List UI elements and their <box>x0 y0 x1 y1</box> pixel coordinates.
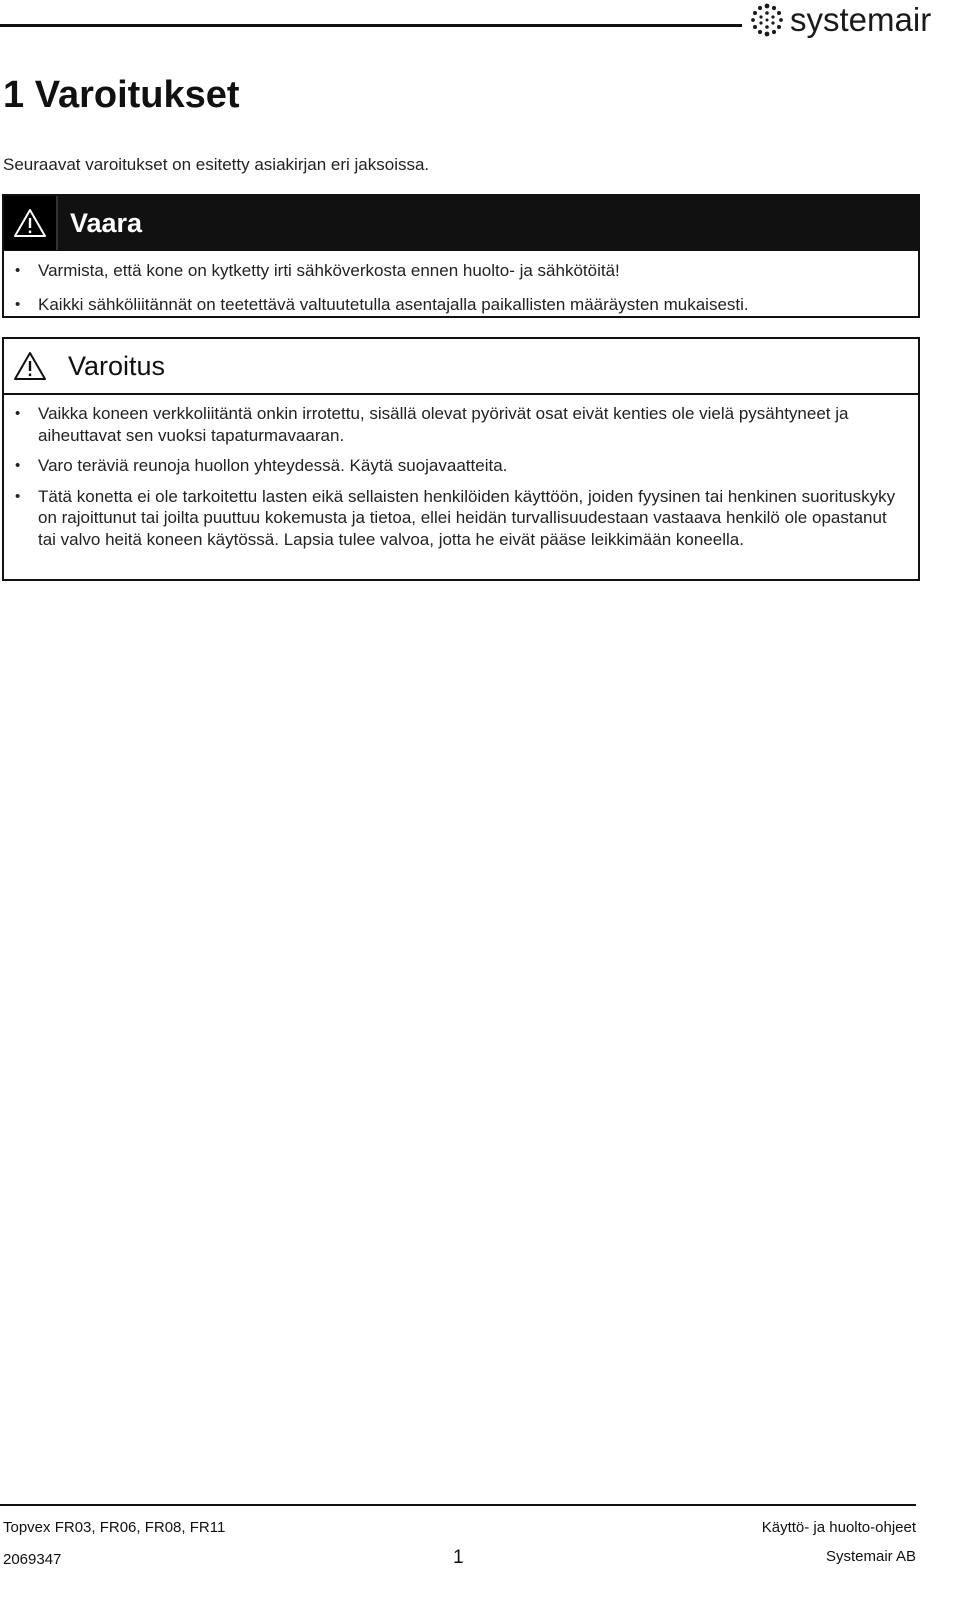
footer-manual-title: Käyttö- ja huolto-ohjeet <box>761 1519 916 1536</box>
footer-company: Systemair AB <box>825 1548 916 1565</box>
warning-header <box>4 339 918 395</box>
page-title: 1 Varoitukset <box>3 74 240 116</box>
footer-rule <box>0 1504 916 1506</box>
footer-product: Topvex FR03, FR06, FR08, FR11 <box>3 1519 226 1536</box>
logo-wordmark: systemair <box>790 1 932 38</box>
warning-triangle-icon <box>13 208 47 238</box>
warning-icon-cell <box>4 339 56 393</box>
danger-list <box>4 251 918 315</box>
warning-title: Varoitus <box>68 350 166 381</box>
footer-doc-number: 2069347 <box>3 1551 62 1568</box>
danger-header <box>4 196 918 251</box>
danger-box <box>2 194 920 318</box>
logo-dots-icon <box>748 1 786 39</box>
systemair-logo <box>748 0 931 42</box>
page-number: 1 <box>453 1547 464 1568</box>
header-rule <box>0 24 742 27</box>
list-item: • Kaikki sähköliitännät on teetettävä valtuutetulla asentajalla paikallisten määräysten mukaisesti. <box>4 294 918 316</box>
warning-list <box>4 395 918 550</box>
list-item: • Vaikka koneen verkkoliitäntä onkin irrotettu, sisällä olevat pyörivät osat eivät kenties ole vielä pysähtyneet ja aiheuttavat sen vuoksi tapaturmavaaran. <box>4 403 918 446</box>
warning-triangle-icon <box>13 351 47 381</box>
list-item: • Varmista, että kone on kytketty irti sähköverkosta ennen huolto- ja sähkötöitä! <box>4 260 918 282</box>
warning-box <box>2 337 920 581</box>
danger-title: Vaara <box>70 207 143 238</box>
danger-icon-cell <box>4 196 58 250</box>
intro-text: Seuraavat varoitukset on esitetty asiakirjan eri jaksoissa. <box>3 155 430 174</box>
list-item: • Varo teräviä reunoja huollon yhteydessä. Käytä suojavaatteita. <box>4 455 918 477</box>
list-item: • Tätä konetta ei ole tarkoitettu lasten eikä sellaisten henkilöiden käyttöön, joiden fyysinen tai henkinen suorituskyky on rajoittunut tai joilta puuttuu kokemusta ja tietoa, ellei heidän turvallisuudestaan vastaava henkilö ole opastanut tai valvo heitä koneen käytössä. Lapsia tulee valvoa, jotta he eivät pääse leikkimään koneella. <box>4 486 918 551</box>
